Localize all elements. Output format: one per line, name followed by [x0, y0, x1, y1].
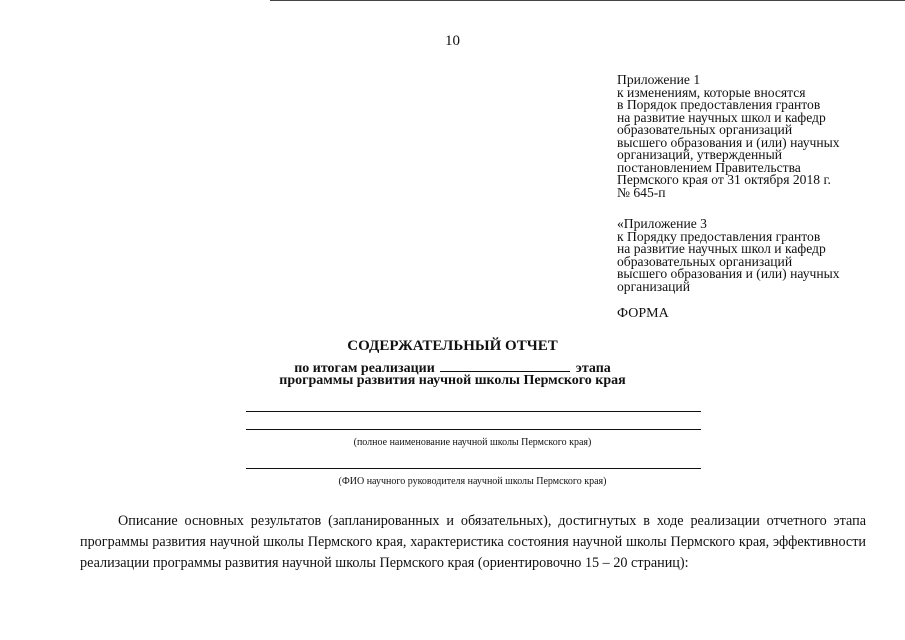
stage-blank-field[interactable]	[440, 360, 570, 372]
appendix-3-block	[617, 218, 902, 293]
leader-name-caption: (ФИО научного руководителя научной школы Пермского края)	[338, 476, 607, 487]
appendix-1-line: в Порядок предоставления грантов	[617, 97, 821, 112]
appendix-1-line: № 645-п	[617, 184, 666, 200]
appendix-1-line: к изменениям, которые вносятся	[617, 84, 806, 100]
appendix-1-line: постановлением Правительства	[617, 159, 801, 175]
appendix-1-line: высшего образования и (или) научных	[617, 134, 840, 150]
appendix-1-line: Пермского края от 31 октября 2018 г.	[617, 172, 831, 187]
appendix-3-line: высшего образования и (или) научных	[617, 266, 840, 281]
school-name-fill-line-2[interactable]	[246, 429, 701, 430]
subtitle-prefix: по итогам реализации	[294, 361, 435, 376]
school-name-fill-line-1[interactable]	[246, 411, 701, 412]
form-label: ФОРМА	[617, 306, 669, 321]
report-subtitle-line-2: программы развития научной школы Пермского края	[279, 373, 626, 388]
appendix-3-line: на развитие научных школ и кафедр	[617, 241, 826, 256]
leader-name-fill-line[interactable]	[246, 468, 701, 469]
page-number: 10	[445, 33, 460, 49]
report-title: СОДЕРЖАТЕЛЬНЫЙ ОТЧЕТ	[347, 338, 558, 354]
subtitle-suffix: этапа	[575, 361, 611, 376]
appendix-3-line: к Порядку предоставления грантов	[617, 228, 821, 244]
description-paragraph: Описание основных результатов (запланированных и обязательных), достигнутых в ходе реализации отчетного этапа программы развития научной школы Пермского края, характеристика состояния научной школы Пермского края, эффективности реализации программы развития научной школы Пермского края (ориентировочно 15 – 20 страниц):	[80, 513, 866, 571]
appendix-1-block	[617, 74, 902, 199]
appendix-1-line: образовательных организаций	[617, 122, 793, 137]
appendix-3-line: организаций	[617, 278, 690, 294]
school-name-caption: (полное наименование научной школы Пермского края)	[353, 437, 592, 448]
appendix-1-line: организаций, утвержденный	[617, 147, 782, 162]
appendix-3-line: образовательных организаций	[617, 253, 793, 269]
appendix-3-line: «Приложение 3	[617, 216, 707, 231]
top-border-line	[270, 0, 905, 1]
appendix-1-line: Приложение 1	[617, 72, 701, 87]
appendix-1-line: на развитие научных школ и кафедр	[617, 109, 826, 125]
